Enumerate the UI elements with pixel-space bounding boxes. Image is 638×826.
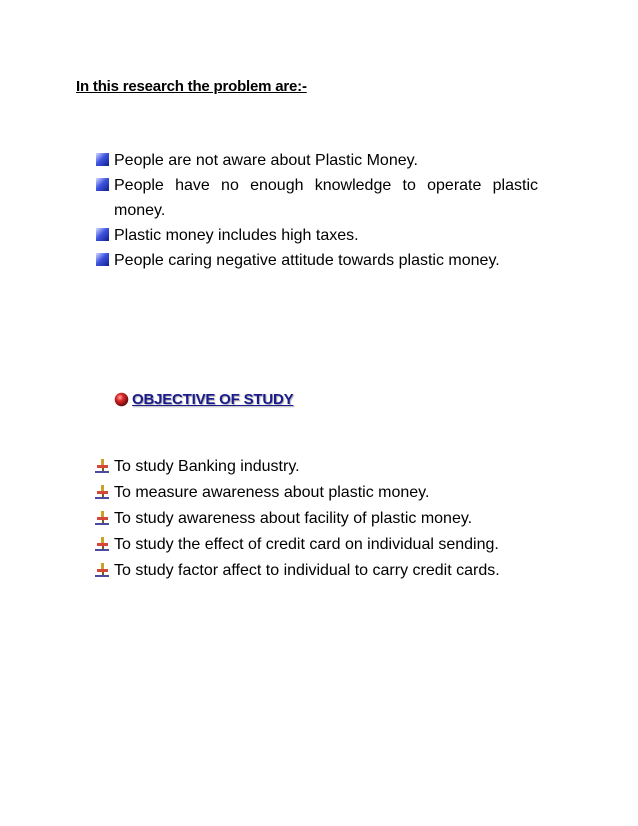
blue-square-bullet-icon bbox=[96, 153, 109, 166]
pushpin-bullet-icon bbox=[94, 511, 110, 526]
pushpin-bullet-icon bbox=[94, 459, 110, 474]
pushpin-bullet-icon bbox=[94, 563, 110, 578]
objective-heading bbox=[114, 391, 293, 408]
list-item bbox=[96, 148, 538, 173]
list-item-text: To study factor affect to individual to carry credit cards. bbox=[114, 562, 500, 579]
list-item-text: To study Banking industry. bbox=[114, 458, 300, 475]
blue-square-bullet-icon bbox=[96, 253, 109, 266]
blue-square-bullet-icon bbox=[96, 228, 109, 241]
section-heading: In this research the problem are:- bbox=[76, 78, 307, 95]
list-item-text: People have no enough knowledge to operate plastic money. bbox=[114, 177, 538, 219]
objective-title: OBJECTIVE OF STUDY bbox=[132, 391, 294, 408]
list-item-text: To study the effect of credit card on individual sending. bbox=[114, 536, 499, 553]
list-item-text: People caring negative attitude towards plastic money. bbox=[114, 252, 500, 269]
problem-list bbox=[96, 148, 538, 273]
objective-list bbox=[94, 454, 500, 584]
list-item bbox=[94, 480, 500, 506]
list-item bbox=[94, 558, 500, 584]
blue-square-bullet-icon bbox=[96, 178, 109, 191]
list-item bbox=[96, 223, 538, 248]
red-ball-bullet-icon bbox=[114, 392, 129, 407]
list-item bbox=[94, 506, 500, 532]
list-item-text: People are not aware about Plastic Money. bbox=[114, 152, 418, 169]
pushpin-bullet-icon bbox=[94, 537, 110, 552]
list-item bbox=[94, 532, 500, 558]
list-item bbox=[94, 454, 500, 480]
list-item-text: To study awareness about facility of plastic money. bbox=[114, 510, 473, 527]
list-item bbox=[96, 173, 538, 223]
list-item-text: To measure awareness about plastic money. bbox=[114, 484, 430, 501]
pushpin-bullet-icon bbox=[94, 485, 110, 500]
list-item-text: Plastic money includes high taxes. bbox=[114, 227, 359, 244]
list-item bbox=[96, 248, 538, 273]
